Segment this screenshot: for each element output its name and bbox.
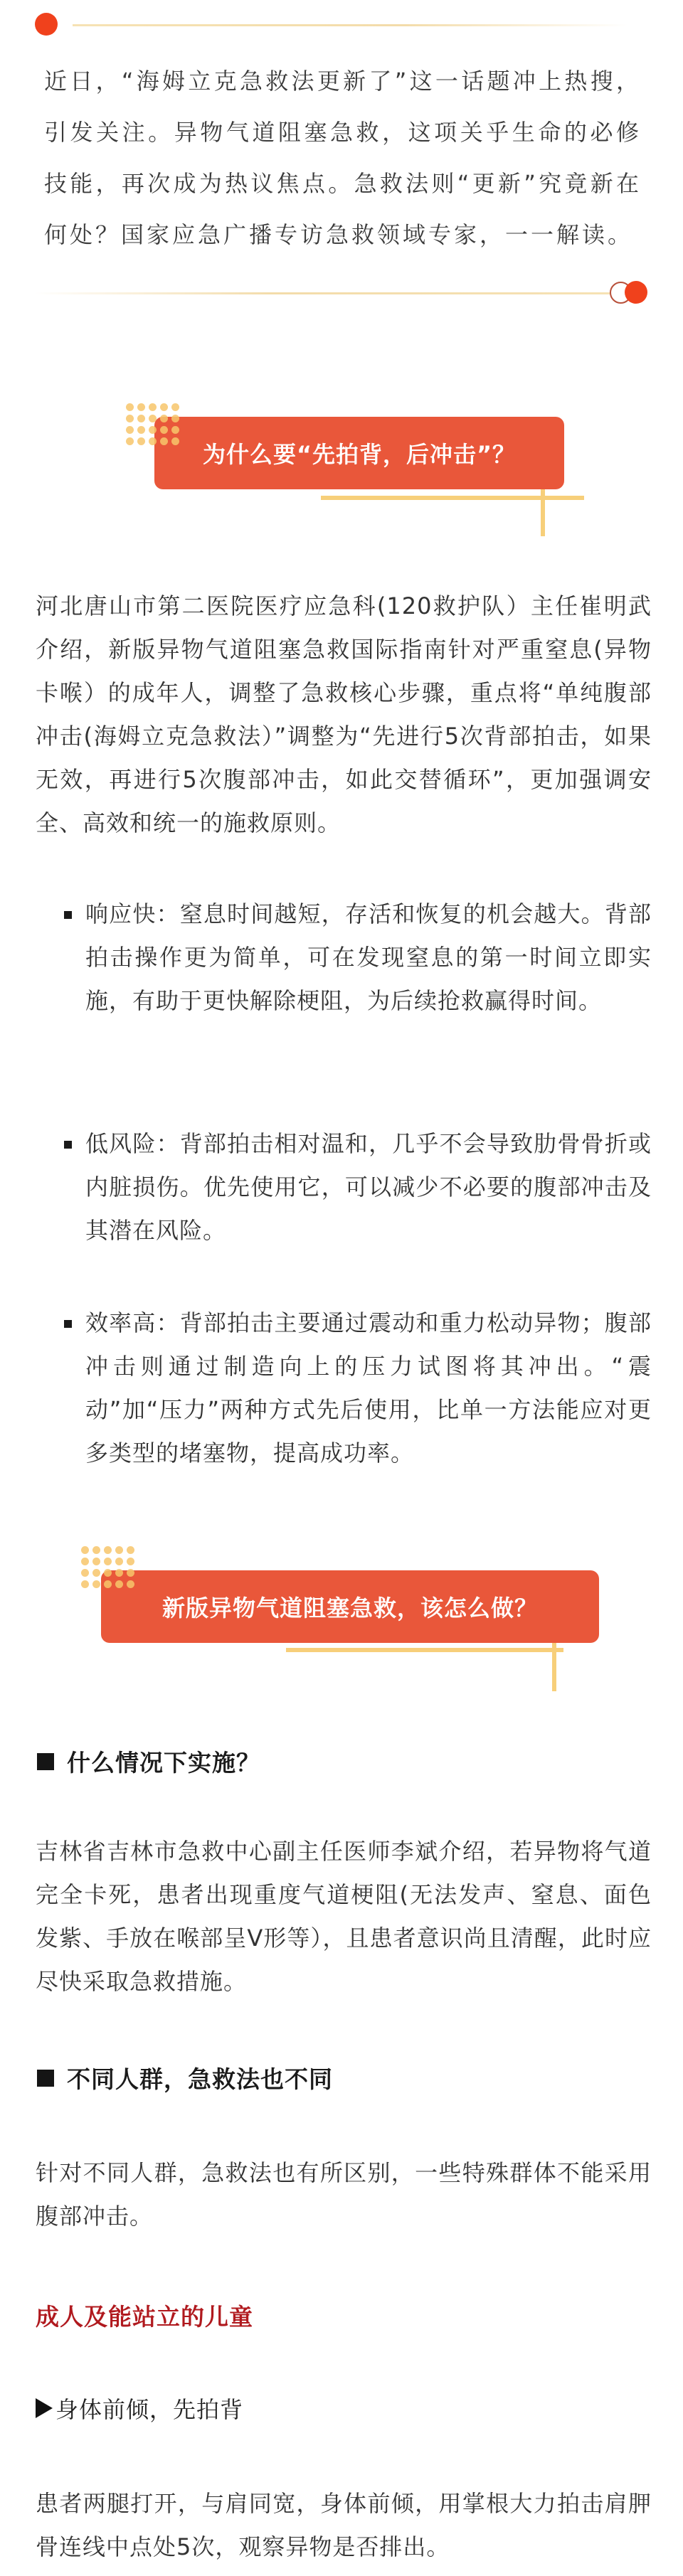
dots-decoration-icon bbox=[81, 1546, 137, 1590]
divider-line bbox=[34, 292, 625, 294]
square-bullet-icon bbox=[64, 1141, 72, 1149]
section-title: 为什么要“先拍背，后冲击”？ bbox=[154, 417, 564, 489]
subheading-groups bbox=[37, 2061, 333, 2095]
top-divider bbox=[0, 0, 683, 57]
section1-paragraph: 河北唐山市第二医院医疗应急科(120救护队）主任崔明武介绍，新版异物气道阻塞急救国际指南针对严重窒息(异物卡喉）的成年人，调整了急救核心步骤，重点将“单纯腹部冲击(海姆立克急救法）”调整为“先进行5次背部拍击，如果无效，再进行5次腹部冲击，如此交替循环”，更加强调安全、高效和统一的施救原则。 bbox=[36, 592, 652, 836]
section2-paragraph-2: 针对不同人群，急救法也有所区别，一些特殊群体不能采用腹部冲击。 bbox=[36, 2159, 652, 2230]
square-bullet-icon bbox=[64, 911, 72, 919]
divider-line bbox=[73, 24, 628, 26]
red-dot-icon bbox=[35, 13, 58, 36]
section2-paragraph-1: 吉林省吉林市急救中心副主任医师李斌介绍，若异物将气道完全卡死，患者出现重度气道梗阻(无法发声、窒息、面色发紫、手放在喉部呈V形等），且患者意识尚且清醒，此时应尽快采取急救措施。 bbox=[36, 1838, 652, 1995]
bullet-text: 效率高：背部拍击主要通过震动和重力松动异物；腹部冲击则通过制造向上的压力试图将其冲出。“震动”加“压力”两种方式先后使用，比单一方法能应对更多类型的堵塞物，提高成功率。 bbox=[85, 1309, 652, 1467]
play-triangle-icon bbox=[36, 2398, 53, 2418]
decor-line bbox=[286, 1648, 563, 1652]
section-banner-2 bbox=[0, 1529, 683, 1671]
adult-heading: 成人及能站立的儿童 bbox=[36, 2303, 253, 2331]
subheading-text: 什么情况下实施？ bbox=[67, 1749, 260, 1777]
intro-paragraph: 近日，“海姆立克急救法更新了”这一话题冲上热搜，引发关注。异物气道阻塞急救，这项关乎生命的必修技能，再次成为热议焦点。急救法则“更新”究竟新在何处？国家应急广播专访急救领域专家，一一解读。 bbox=[44, 68, 642, 248]
square-bullet-icon bbox=[64, 1320, 72, 1328]
black-square-icon bbox=[37, 1753, 54, 1770]
bullet-item-2 bbox=[64, 1122, 652, 1252]
section-title: 新版异物气道阻塞急救，该怎么做？ bbox=[101, 1570, 599, 1643]
subheading-text: 不同人群，急救法也不同 bbox=[67, 2065, 333, 2093]
intro-bottom-divider bbox=[0, 277, 683, 320]
section-banner-1 bbox=[0, 384, 683, 526]
dots-decoration-icon bbox=[126, 403, 181, 447]
bullet-text: 响应快：窒息时间越短，存活和恢复的机会越大。背部拍击操作更为简单，可在发现窒息的第一时间立即实施，有助于更快解除梗阻，为后续抢救赢得时间。 bbox=[85, 900, 652, 1014]
bullet-item-1 bbox=[64, 893, 652, 1023]
step-heading bbox=[36, 2392, 243, 2425]
black-square-icon bbox=[37, 2070, 54, 2087]
subheading-when bbox=[37, 1745, 260, 1778]
step-heading-text: 身体前倾，先拍背 bbox=[55, 2396, 244, 2423]
bullet-item-3 bbox=[64, 1302, 652, 1475]
section2-paragraph-3: 患者两腿打开，与肩同宽，身体前倾，用掌根大力拍击肩胛骨连线中点处5次，观察异物是否排出。 bbox=[36, 2490, 652, 2560]
bullet-text: 低风险：背部拍击相对温和，几乎不会导致肋骨骨折或内脏损伤。优先使用它，可以减少不必要的腹部冲击及其潜在风险。 bbox=[85, 1130, 652, 1244]
red-dot-icon bbox=[625, 281, 647, 304]
